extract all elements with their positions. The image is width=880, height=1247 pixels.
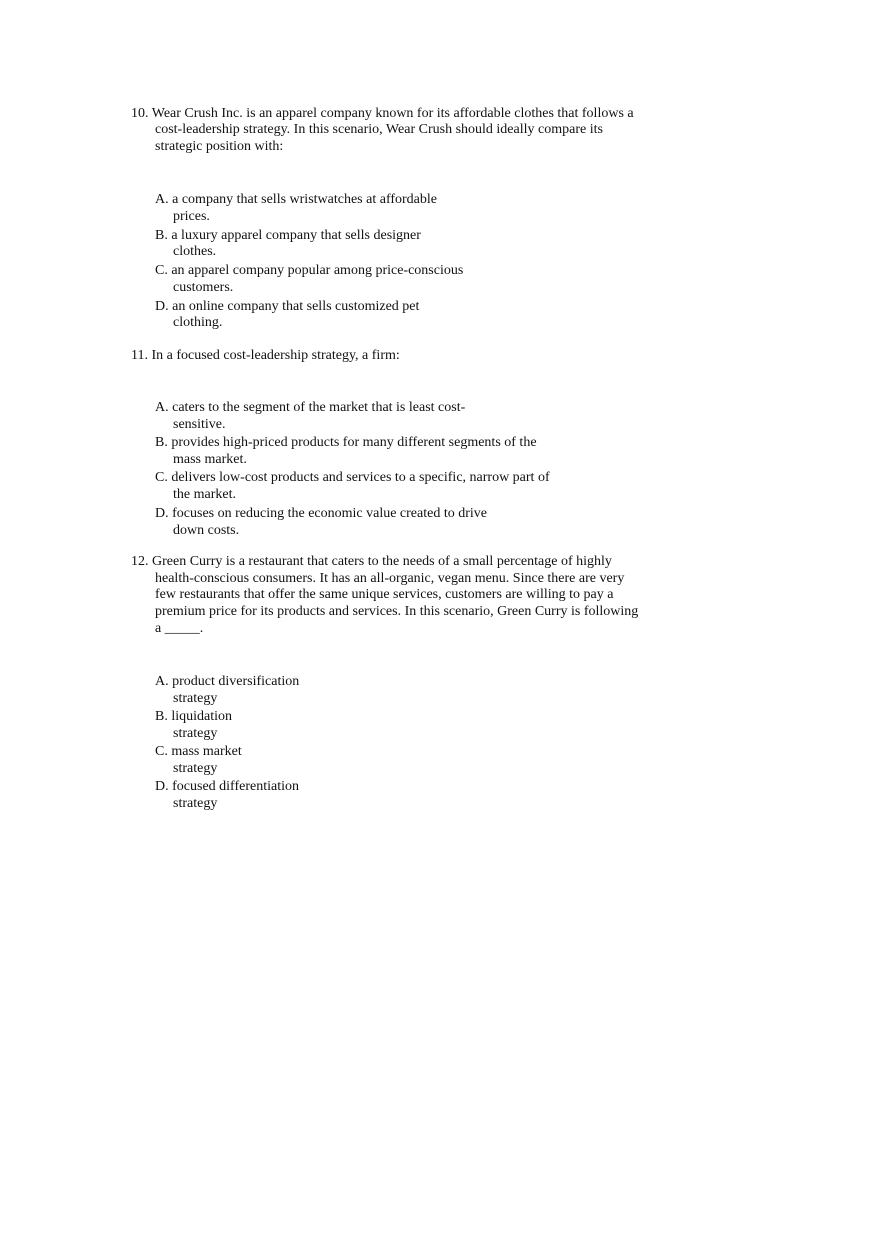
option-c-cont: customers. (173, 280, 234, 295)
option-a-cont: strategy (173, 691, 218, 706)
option-d-cont: down costs. (173, 523, 240, 538)
option-c: C. delivers low-cost products and services to a specific, narrow part of (155, 470, 550, 485)
question-text: a _____. (155, 621, 204, 636)
question-text: few restaurants that offer the same unique services, customers are willing to pay a (155, 587, 614, 602)
option-c: C. an apparel company popular among price-conscious (155, 263, 464, 278)
option-d: D. focused differentiation (155, 779, 299, 794)
question-number: 10. Wear Crush Inc. is an apparel company known for its affordable clothes that follows a (131, 106, 634, 121)
question-text: strategic position with: (155, 139, 284, 154)
option-a: A. a company that sells wristwatches at affordable (155, 192, 437, 207)
option-d-cont: clothing. (173, 315, 223, 330)
question-number: 12. Green Curry is a restaurant that caters to the needs of a small percentage of highly (131, 554, 612, 569)
question-text: health-conscious consumers. It has an all-organic, vegan menu. Since there are very (155, 571, 625, 586)
option-d: D. focuses on reducing the economic value created to drive (155, 506, 487, 521)
option-d-cont: strategy (173, 796, 218, 811)
option-d: D. an online company that sells customized pet (155, 299, 420, 314)
option-a-cont: prices. (173, 209, 210, 224)
option-a-cont: sensitive. (173, 417, 226, 432)
option-c: C. mass market (155, 744, 242, 759)
option-c-cont: strategy (173, 761, 218, 776)
option-b-cont: mass market. (173, 452, 247, 467)
option-b: B. a luxury apparel company that sells designer (155, 228, 421, 243)
question-number: 11. In a focused cost-leadership strategy, a firm: (131, 348, 400, 363)
question-text: premium price for its products and services. In this scenario, Green Curry is following (155, 604, 639, 619)
option-b-cont: clothes. (173, 244, 217, 259)
question-text: cost-leadership strategy. In this scenario, Wear Crush should ideally compare its (155, 122, 603, 137)
option-b: B. provides high-priced products for many different segments of the (155, 435, 537, 450)
option-b: B. liquidation (155, 709, 233, 724)
option-c-cont: the market. (173, 487, 236, 502)
option-b-cont: strategy (173, 726, 218, 741)
option-a: A. caters to the segment of the market that is least cost- (155, 400, 466, 415)
option-a: A. product diversification (155, 674, 300, 689)
